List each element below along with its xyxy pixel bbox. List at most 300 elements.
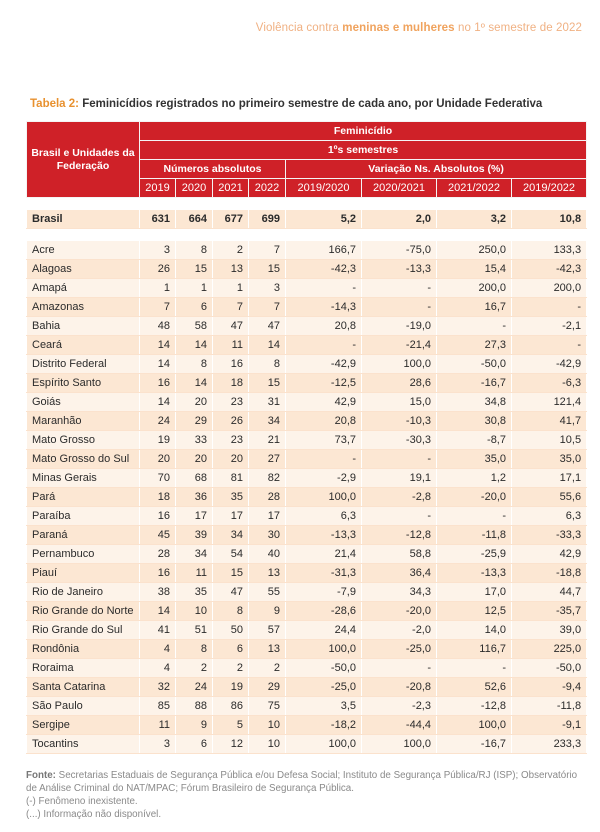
value-cell: 5: [213, 716, 249, 735]
value-cell: -50,0: [286, 659, 362, 678]
value-cell: 3,5: [286, 697, 362, 716]
value-cell: 100,0: [362, 355, 437, 374]
value-cell: -2,0: [362, 621, 437, 640]
value-cell: 58,8: [362, 545, 437, 564]
state-name-cell: Amazonas: [27, 298, 140, 317]
value-cell: -: [362, 507, 437, 526]
value-cell: 28: [140, 545, 176, 564]
value-cell: 17: [176, 507, 213, 526]
value-cell: 13: [249, 564, 286, 583]
value-cell: 631: [140, 210, 176, 229]
value-cell: 100,0: [437, 716, 512, 735]
value-cell: 15,4: [437, 260, 512, 279]
value-cell: 14: [140, 393, 176, 412]
value-cell: 17: [249, 507, 286, 526]
value-cell: 17: [213, 507, 249, 526]
value-cell: 8: [249, 355, 286, 374]
value-cell: 100,0: [286, 488, 362, 507]
value-cell: -12,5: [286, 374, 362, 393]
value-cell: 2: [176, 659, 213, 678]
table-row: [27, 678, 587, 697]
legend-note-unavailable: (...) Informação não disponível.: [26, 809, 162, 820]
column-header: 2020: [176, 179, 213, 198]
value-cell: -18,2: [286, 716, 362, 735]
value-cell: 8: [176, 241, 213, 260]
value-cell: 51: [176, 621, 213, 640]
value-cell: 54: [213, 545, 249, 564]
column-header: 2019: [140, 179, 176, 198]
value-cell: 30: [249, 526, 286, 545]
table-row: [27, 241, 587, 260]
value-cell: 28: [249, 488, 286, 507]
value-cell: 6: [176, 298, 213, 317]
header-text-pre: Violência contra: [255, 22, 343, 34]
value-cell: 14: [249, 336, 286, 355]
value-cell: 3: [140, 735, 176, 754]
table-row: [27, 526, 587, 545]
state-name-cell: Sergipe: [27, 716, 140, 735]
value-cell: 17,1: [512, 469, 587, 488]
source-label: Fonte:: [26, 770, 56, 781]
value-cell: -7,9: [286, 583, 362, 602]
value-cell: -13,3: [362, 260, 437, 279]
value-cell: -9,1: [512, 716, 587, 735]
value-cell: -25,9: [437, 545, 512, 564]
table-caption: [30, 98, 542, 110]
table-row: [27, 564, 587, 583]
value-cell: -35,7: [512, 602, 587, 621]
value-cell: -42,9: [286, 355, 362, 374]
value-cell: -19,0: [362, 317, 437, 336]
header-text-bold: meninas e mulheres: [342, 22, 455, 34]
value-cell: 55: [249, 583, 286, 602]
table-row: [27, 279, 587, 298]
value-cell: -11,8: [512, 697, 587, 716]
value-cell: 44,7: [512, 583, 587, 602]
value-cell: 36: [176, 488, 213, 507]
value-cell: 48: [140, 317, 176, 336]
table-row: [27, 450, 587, 469]
column-header: 2019/2020: [286, 179, 362, 198]
value-cell: 82: [249, 469, 286, 488]
value-cell: -8,7: [437, 431, 512, 450]
value-cell: 81: [213, 469, 249, 488]
femicide-table: [26, 121, 587, 754]
table-row: [27, 488, 587, 507]
group-header: Feminicídio: [140, 122, 587, 141]
value-cell: 16: [140, 507, 176, 526]
value-cell: 200,0: [512, 279, 587, 298]
value-cell: 16: [140, 564, 176, 583]
state-name-cell: São Paulo: [27, 697, 140, 716]
state-name-cell: Minas Gerais: [27, 469, 140, 488]
source-text: Secretarias Estaduais de Segurança Pública e/ou Defesa Social; Instituto de Segurança Pública/RJ (ISP); Observatório de Análise Criminal do NAT/MPAC; Fórum Brasileiro de Segurança Pública.: [26, 770, 578, 794]
state-name-cell: Bahia: [27, 317, 140, 336]
table-row: [27, 298, 587, 317]
value-cell: 20: [213, 450, 249, 469]
value-cell: -2,1: [512, 317, 587, 336]
table-row: [27, 659, 587, 678]
value-cell: 73,7: [286, 431, 362, 450]
value-cell: -10,3: [362, 412, 437, 431]
value-cell: 9: [176, 716, 213, 735]
table-row: [27, 336, 587, 355]
state-name-cell: Rio de Janeiro: [27, 583, 140, 602]
value-cell: -: [362, 450, 437, 469]
table-row: [27, 716, 587, 735]
value-cell: 200,0: [437, 279, 512, 298]
value-cell: 14: [140, 355, 176, 374]
value-cell: 13: [249, 640, 286, 659]
value-cell: -: [286, 279, 362, 298]
value-cell: 19: [213, 678, 249, 697]
table-row: [27, 735, 587, 754]
source-note: [26, 769, 586, 795]
table-row: [27, 260, 587, 279]
value-cell: 35,0: [512, 450, 587, 469]
value-cell: 19,1: [362, 469, 437, 488]
value-cell: -42,3: [286, 260, 362, 279]
value-cell: 10: [249, 735, 286, 754]
value-cell: 7: [249, 241, 286, 260]
value-cell: 250,0: [437, 241, 512, 260]
value-cell: 7: [213, 298, 249, 317]
value-cell: 3: [140, 241, 176, 260]
value-cell: 11: [140, 716, 176, 735]
value-cell: -50,0: [512, 659, 587, 678]
value-cell: -12,8: [437, 697, 512, 716]
value-cell: 20: [176, 450, 213, 469]
state-name-cell: Mato Grosso do Sul: [27, 450, 140, 469]
value-cell: 26: [213, 412, 249, 431]
value-cell: 233,3: [512, 735, 587, 754]
spacer-row: [27, 229, 587, 241]
value-cell: 2: [213, 659, 249, 678]
value-cell: 24: [140, 412, 176, 431]
row-header: Brasil e Unidades da Federação: [27, 122, 140, 198]
value-cell: 31: [249, 393, 286, 412]
value-cell: 12,5: [437, 602, 512, 621]
value-cell: 28,6: [362, 374, 437, 393]
value-cell: 3,2: [437, 210, 512, 229]
state-name-cell: Paraíba: [27, 507, 140, 526]
state-name-cell: Goiás: [27, 393, 140, 412]
value-cell: -6,3: [512, 374, 587, 393]
value-cell: 6,3: [512, 507, 587, 526]
value-cell: 23: [213, 431, 249, 450]
value-cell: 39: [176, 526, 213, 545]
table-row: [27, 545, 587, 564]
table-row: [27, 469, 587, 488]
state-name-cell: Distrito Federal: [27, 355, 140, 374]
table-row: [27, 393, 587, 412]
value-cell: 16: [213, 355, 249, 374]
value-cell: 6: [176, 735, 213, 754]
brasil-total-row: [27, 210, 587, 229]
column-header: 2021: [213, 179, 249, 198]
value-cell: -: [512, 336, 587, 355]
value-cell: 35: [213, 488, 249, 507]
spacer-row: [27, 198, 587, 210]
value-cell: -13,3: [437, 564, 512, 583]
value-cell: 16: [140, 374, 176, 393]
value-cell: -16,7: [437, 374, 512, 393]
value-cell: 34: [213, 526, 249, 545]
value-cell: 40: [249, 545, 286, 564]
value-cell: 20: [176, 393, 213, 412]
table-row: [27, 507, 587, 526]
state-name-cell: Amapá: [27, 279, 140, 298]
value-cell: 38: [140, 583, 176, 602]
value-cell: 15: [213, 564, 249, 583]
value-cell: 2: [249, 659, 286, 678]
table-caption-tag: Tabela 2:: [30, 98, 79, 110]
value-cell: 85: [140, 697, 176, 716]
value-cell: -13,3: [286, 526, 362, 545]
value-cell: 86: [213, 697, 249, 716]
value-cell: 70: [140, 469, 176, 488]
state-name-cell: Tocantins: [27, 735, 140, 754]
value-cell: -33,3: [512, 526, 587, 545]
value-cell: 47: [213, 583, 249, 602]
sub-header: 1ºs semestres: [140, 141, 587, 160]
value-cell: 18: [213, 374, 249, 393]
value-cell: 16,7: [437, 298, 512, 317]
state-name-cell: Rio Grande do Norte: [27, 602, 140, 621]
value-cell: 15,0: [362, 393, 437, 412]
value-cell: -18,8: [512, 564, 587, 583]
value-cell: 14: [140, 602, 176, 621]
table-row: [27, 317, 587, 336]
value-cell: -25,0: [286, 678, 362, 697]
value-cell: 32: [140, 678, 176, 697]
femicide-table-container: [26, 121, 586, 754]
value-cell: 15: [249, 374, 286, 393]
value-cell: 5,2: [286, 210, 362, 229]
state-name-cell: Piauí: [27, 564, 140, 583]
value-cell: 45: [140, 526, 176, 545]
value-cell: 2: [213, 241, 249, 260]
page-header: [256, 22, 582, 34]
table-row: [27, 602, 587, 621]
value-cell: -: [286, 450, 362, 469]
table-notes: [26, 769, 586, 821]
value-cell: -2,3: [362, 697, 437, 716]
state-name-cell: Santa Catarina: [27, 678, 140, 697]
value-cell: 7: [140, 298, 176, 317]
value-cell: 13: [213, 260, 249, 279]
table-caption-text: Feminicídios registrados no primeiro semestre de cada ano, por Unidade Federativa: [79, 98, 543, 110]
value-cell: 52,6: [437, 678, 512, 697]
value-cell: -11,8: [437, 526, 512, 545]
column-header: 2019/2022: [512, 179, 587, 198]
table-body: [27, 198, 587, 754]
value-cell: -: [362, 279, 437, 298]
value-cell: 121,4: [512, 393, 587, 412]
value-cell: 4: [140, 640, 176, 659]
value-cell: 21: [249, 431, 286, 450]
variation-header: Variação Ns. Absolutos (%): [286, 160, 587, 179]
value-cell: 55,6: [512, 488, 587, 507]
value-cell: 14: [176, 336, 213, 355]
value-cell: 29: [249, 678, 286, 697]
value-cell: 664: [176, 210, 213, 229]
value-cell: 29: [176, 412, 213, 431]
value-cell: 1: [176, 279, 213, 298]
value-cell: -2,9: [286, 469, 362, 488]
value-cell: -50,0: [437, 355, 512, 374]
value-cell: -31,3: [286, 564, 362, 583]
table-row: [27, 640, 587, 659]
value-cell: 11: [176, 564, 213, 583]
table-head: [27, 122, 587, 198]
value-cell: -: [362, 659, 437, 678]
value-cell: 10: [249, 716, 286, 735]
state-name-cell: Alagoas: [27, 260, 140, 279]
value-cell: 47: [249, 317, 286, 336]
value-cell: 6: [213, 640, 249, 659]
value-cell: 57: [249, 621, 286, 640]
value-cell: -30,3: [362, 431, 437, 450]
value-cell: 10,5: [512, 431, 587, 450]
value-cell: 58: [176, 317, 213, 336]
value-cell: 116,7: [437, 640, 512, 659]
state-name-cell: Mato Grosso: [27, 431, 140, 450]
state-name-cell: Rio Grande do Sul: [27, 621, 140, 640]
value-cell: 27: [249, 450, 286, 469]
value-cell: 133,3: [512, 241, 587, 260]
value-cell: 100,0: [286, 735, 362, 754]
value-cell: 1,2: [437, 469, 512, 488]
table-row: [27, 431, 587, 450]
value-cell: 33: [176, 431, 213, 450]
value-cell: -: [512, 298, 587, 317]
value-cell: -12,8: [362, 526, 437, 545]
value-cell: 35,0: [437, 450, 512, 469]
value-cell: 10: [176, 602, 213, 621]
value-cell: 1: [140, 279, 176, 298]
value-cell: 42,9: [286, 393, 362, 412]
value-cell: 6,3: [286, 507, 362, 526]
value-cell: 34: [176, 545, 213, 564]
absolute-numbers-header: Números absolutos: [140, 160, 286, 179]
value-cell: 8: [213, 602, 249, 621]
value-cell: -2,8: [362, 488, 437, 507]
state-name-cell: Roraima: [27, 659, 140, 678]
header-text-post: no 1º semestre de 2022: [454, 22, 582, 34]
state-name-cell: Pará: [27, 488, 140, 507]
value-cell: -9,4: [512, 678, 587, 697]
value-cell: 20: [140, 450, 176, 469]
value-cell: 12: [213, 735, 249, 754]
value-cell: 50: [213, 621, 249, 640]
value-cell: 225,0: [512, 640, 587, 659]
value-cell: 88: [176, 697, 213, 716]
state-name-cell: Brasil: [27, 210, 140, 229]
value-cell: 20,8: [286, 317, 362, 336]
value-cell: -20,8: [362, 678, 437, 697]
value-cell: 15: [176, 260, 213, 279]
value-cell: -14,3: [286, 298, 362, 317]
value-cell: -42,9: [512, 355, 587, 374]
column-header: 2020/2021: [362, 179, 437, 198]
value-cell: 41: [140, 621, 176, 640]
value-cell: 24,4: [286, 621, 362, 640]
value-cell: 34: [249, 412, 286, 431]
value-cell: 1: [213, 279, 249, 298]
value-cell: 24: [176, 678, 213, 697]
value-cell: -25,0: [362, 640, 437, 659]
value-cell: 100,0: [286, 640, 362, 659]
state-name-cell: Paraná: [27, 526, 140, 545]
value-cell: 42,9: [512, 545, 587, 564]
value-cell: 15: [249, 260, 286, 279]
column-header: 2021/2022: [437, 179, 512, 198]
value-cell: 34,8: [437, 393, 512, 412]
value-cell: -44,4: [362, 716, 437, 735]
value-cell: -20,0: [362, 602, 437, 621]
value-cell: 677: [213, 210, 249, 229]
value-cell: 17,0: [437, 583, 512, 602]
value-cell: -: [437, 659, 512, 678]
value-cell: 39,0: [512, 621, 587, 640]
value-cell: -: [437, 507, 512, 526]
value-cell: 100,0: [362, 735, 437, 754]
value-cell: 14: [140, 336, 176, 355]
value-cell: 10,8: [512, 210, 587, 229]
table-row: [27, 355, 587, 374]
value-cell: 19: [140, 431, 176, 450]
value-cell: -20,0: [437, 488, 512, 507]
legend-note-nonexistent: (-) Fenômeno inexistente.: [26, 796, 138, 807]
value-cell: 41,7: [512, 412, 587, 431]
value-cell: 26: [140, 260, 176, 279]
value-cell: 699: [249, 210, 286, 229]
column-header: 2022: [249, 179, 286, 198]
value-cell: 75: [249, 697, 286, 716]
value-cell: -75,0: [362, 241, 437, 260]
value-cell: -16,7: [437, 735, 512, 754]
value-cell: 34,3: [362, 583, 437, 602]
table-row: [27, 412, 587, 431]
value-cell: 18: [140, 488, 176, 507]
state-name-cell: Pernambuco: [27, 545, 140, 564]
value-cell: 47: [213, 317, 249, 336]
value-cell: 68: [176, 469, 213, 488]
value-cell: -: [286, 336, 362, 355]
value-cell: 9: [249, 602, 286, 621]
value-cell: 14,0: [437, 621, 512, 640]
value-cell: 20,8: [286, 412, 362, 431]
value-cell: 23: [213, 393, 249, 412]
state-name-cell: Rondônia: [27, 640, 140, 659]
value-cell: 11: [213, 336, 249, 355]
state-name-cell: Espírito Santo: [27, 374, 140, 393]
value-cell: 8: [176, 355, 213, 374]
table-row: [27, 621, 587, 640]
value-cell: -: [362, 298, 437, 317]
value-cell: 27,3: [437, 336, 512, 355]
value-cell: 166,7: [286, 241, 362, 260]
value-cell: -42,3: [512, 260, 587, 279]
state-name-cell: Maranhão: [27, 412, 140, 431]
value-cell: 14: [176, 374, 213, 393]
value-cell: 3: [249, 279, 286, 298]
value-cell: 21,4: [286, 545, 362, 564]
value-cell: -28,6: [286, 602, 362, 621]
value-cell: -21,4: [362, 336, 437, 355]
table-row: [27, 374, 587, 393]
